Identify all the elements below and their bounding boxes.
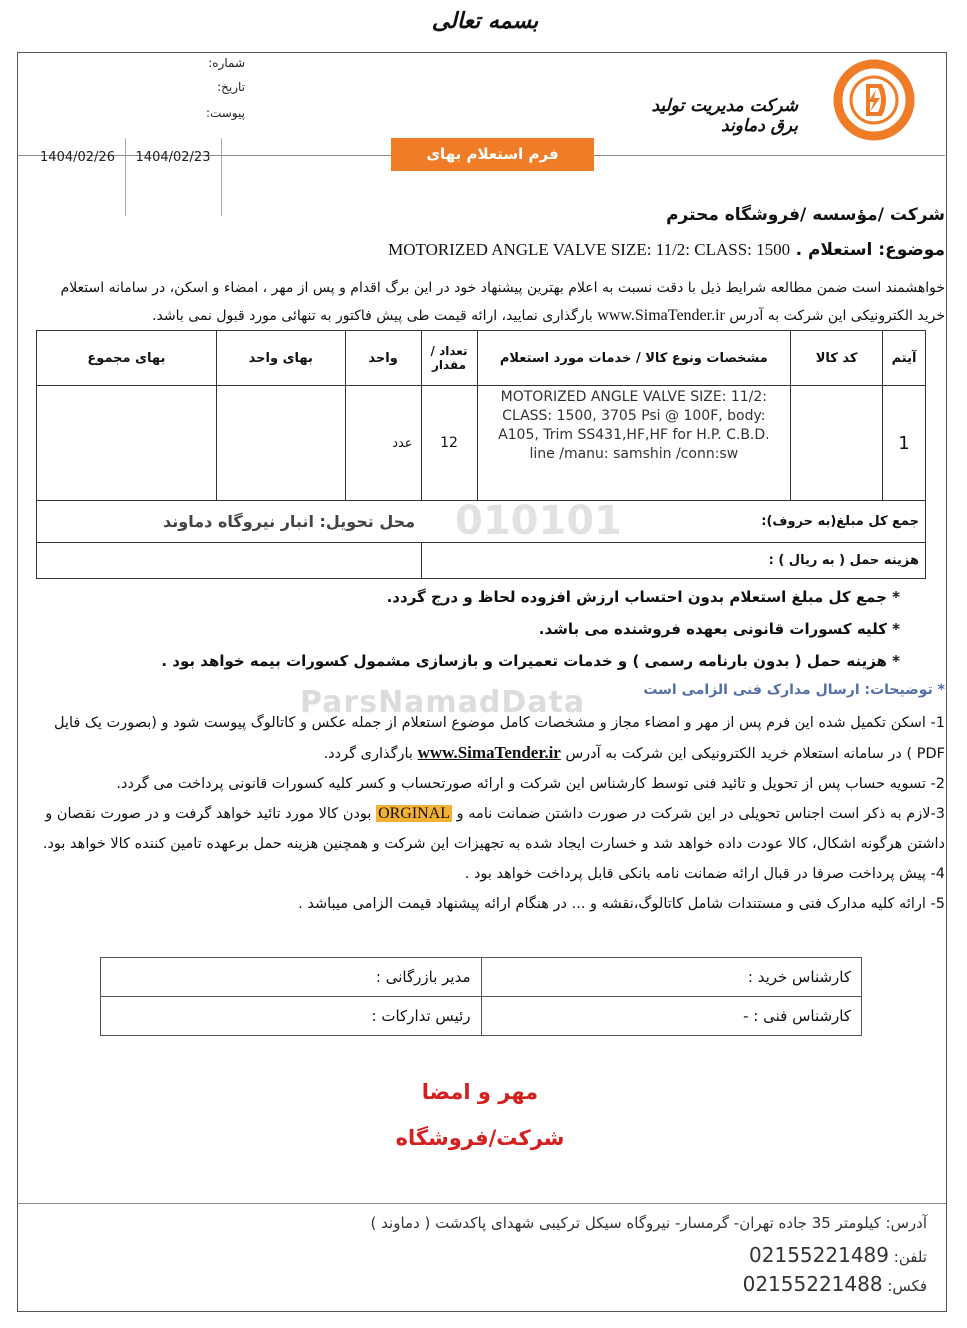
footer-phone-line [600, 1243, 927, 1267]
note-3-after: بودن کالا مورد تائید خواهد گرفت و در صورت نقصان و [45, 806, 372, 822]
fax-number: 02155221488 [742, 1272, 883, 1296]
procurement-head: رئیس تدارکات : [101, 997, 482, 1036]
cell-spec: MOTORIZED ANGLE VALVE SIZE: 11/2: CLASS: 1500, 3705 Psi @ 100F, body: A105, Trim SS431,HF,HF for H.P. C.B.D. line /manu: samshin /conn:sw [477, 386, 791, 501]
stamp-line-2: شرکت/فروشگاه [395, 1126, 565, 1150]
intro-line-2-after: بارگذاری نمایید، ارائه قیمت طی پیش فاکتور به تنهائی مورد قبول نمی باشد. [152, 308, 593, 324]
shipping-label: هزینه حمل ( به ریال ) : [421, 543, 925, 579]
bullet-3: * هزینه حمل ( بدون بارنامه رسمی ) و خدمات تعمیرات و بازسازی مشمول کسورات بیمه خواهد بود . [161, 652, 900, 670]
note-1-url[interactable]: www.SimaTender.ir [417, 743, 561, 762]
phone-label: تلفن: [893, 1248, 927, 1266]
fax-label: فکس: [887, 1277, 927, 1295]
intro-line-2 [20, 302, 945, 330]
separator-right [594, 155, 945, 156]
cell-qty: 12 [421, 386, 477, 501]
cell-total-price [37, 386, 217, 501]
header-spec: مشخصات ونوع کالا / خدمات مورد استعلام [477, 331, 791, 386]
attachment-label: پیوست: [205, 106, 245, 120]
note-3-line-2: داشتن هرگونه اشکال، کالا عودت داده خواهد شد و خسارت ایجاد شده به تجهیزات این شرکت و همچنین هزینه حمل برعهده تامین کننده کالا خواهد بود. [42, 836, 945, 852]
company-name: شرکت مدیریت تولید برق دماوند [651, 96, 798, 136]
date-box-second [30, 138, 126, 216]
cell-unit: عدد [345, 386, 421, 501]
intro-url[interactable]: www.SimaTender.ir [597, 307, 725, 324]
note-4: 4- پیش پرداخت صرفا در قبال ارائه ضمانت نامه بانکی قابل پرداخت خواهد بود . [464, 866, 945, 882]
form-title: فرم استعلام بهای [391, 138, 594, 171]
header-qty: تعداد / مقدار [421, 331, 477, 386]
date-value-second: 1404/02/26 [40, 150, 115, 165]
note-3-before: 3-لازم به ذکر است اجناس تحویلی در این شرکت در صورت داشتن ضمانت نامه و [456, 806, 945, 822]
intro-line-1: خواهشمند است ضمن مطالعه شرایط ذیل با دقت نسبت به اعلام بهترین پیشنهاد خود در این برگ اقدام و پس از مهر ، امضاء و اسکن، در سامانه استعلام [60, 280, 945, 296]
shipping-row [37, 543, 926, 579]
total-words-label: جمع کل مبلغ(به حروف): [421, 501, 925, 543]
note-5: 5- ارائه کلیه مدارک فنی و مستندات شامل کاتالوگ،نقشه و ... در هنگام ارائه پیشنهاد قیمت الزامی میباشد . [298, 896, 945, 912]
note-3-line-1 [20, 799, 945, 829]
watermark-brand: ParsNamadData [300, 685, 586, 720]
basmala-heading: بسمه تعالی [431, 8, 539, 34]
table-header-row [37, 331, 926, 386]
note-1-after: بارگذاری گردد. [323, 746, 413, 762]
note-1-line-1: 1- اسکن تکمیل شده این فرم پس از مهر و امضاء مجاز و مشخصات کامل موضوع استعلام از جمله عکس و کاتالوگ پیوست شود و (بصورت یک فایل [53, 715, 945, 731]
table-row [37, 386, 926, 501]
signature-table [100, 957, 862, 1036]
commercial-manager: مدیر بازرگانی : [101, 958, 482, 997]
date-value-first: 1404/02/23 [135, 150, 211, 165]
purchase-expert: کارشناس خرید : [481, 958, 862, 997]
phone-number: 02155221489 [749, 1243, 890, 1267]
stamp-line-1: مهر و امضا [421, 1080, 539, 1104]
header-code: کد کالا [791, 331, 883, 386]
company-logo [832, 58, 916, 142]
header-total-price: بهای مجموع [37, 331, 217, 386]
footer-separator [17, 1203, 946, 1204]
subject-label: موضوع: استعلام . [795, 240, 945, 260]
subject-line [300, 240, 945, 260]
note-3-highlight: ORGINAL [378, 805, 451, 822]
intro-paragraph [20, 275, 945, 330]
footer-fax-line [600, 1272, 927, 1296]
notes-list [20, 708, 945, 919]
header-unit: واحد [345, 331, 421, 386]
watermark-digits: 010101 [455, 498, 622, 544]
technical-expert: کارشناس فنی : - [481, 997, 862, 1036]
subject-value: MOTORIZED ANGLE VALVE SIZE: 11/2: CLASS: 1500 [388, 240, 791, 259]
number-label: شماره: [208, 56, 245, 70]
header-item: آیتم [883, 331, 926, 386]
date-box-first [125, 138, 222, 216]
footer-address: آدرس: کیلومتر 35 جاده تهران- گرمسار- نیروگاه سیکل ترکیبی شهدای پاکدشت ( دماوند ) [370, 1214, 927, 1232]
bullet-2: * کلیه کسورات قانونی بعهده فروشنده می باشد. [538, 620, 900, 638]
note-1-line-2 [20, 738, 945, 769]
note-2: 2- تسویه حساب پس از تحویل و تائید فنی توسط کارشناس این شرکت و ارائه صورتحساب و کسر کلیه کسورات قانونی پرداخت می گردد. [116, 776, 945, 792]
delivery-location: محل تحویل: انبار نیروگاه دماوند [37, 501, 422, 543]
date-label: تاریخ: [217, 80, 245, 94]
bullet-1: * جمع کل مبلغ استعلام بدون احتساب ارزش افزوده لحاظ و درج گردد. [386, 588, 900, 606]
cell-unit-price [216, 386, 345, 501]
salutation: شرکت /مؤسسه /فروشگاه محترم [666, 205, 945, 225]
shipping-value [37, 543, 422, 579]
cell-code [791, 386, 883, 501]
note-1-before: PDF ) در سامانه استعلام خرید الکترونیکی این شرکت به آدرس [565, 746, 945, 762]
header-unit-price: بهای واحد [216, 331, 345, 386]
cell-item: 1 [883, 386, 926, 501]
intro-line-2-before: خرید الکترونیکی این شرکت به آدرس [729, 308, 945, 324]
description-title: * توضیحات: ارسال مدارک فنی الزامی است [643, 682, 945, 698]
